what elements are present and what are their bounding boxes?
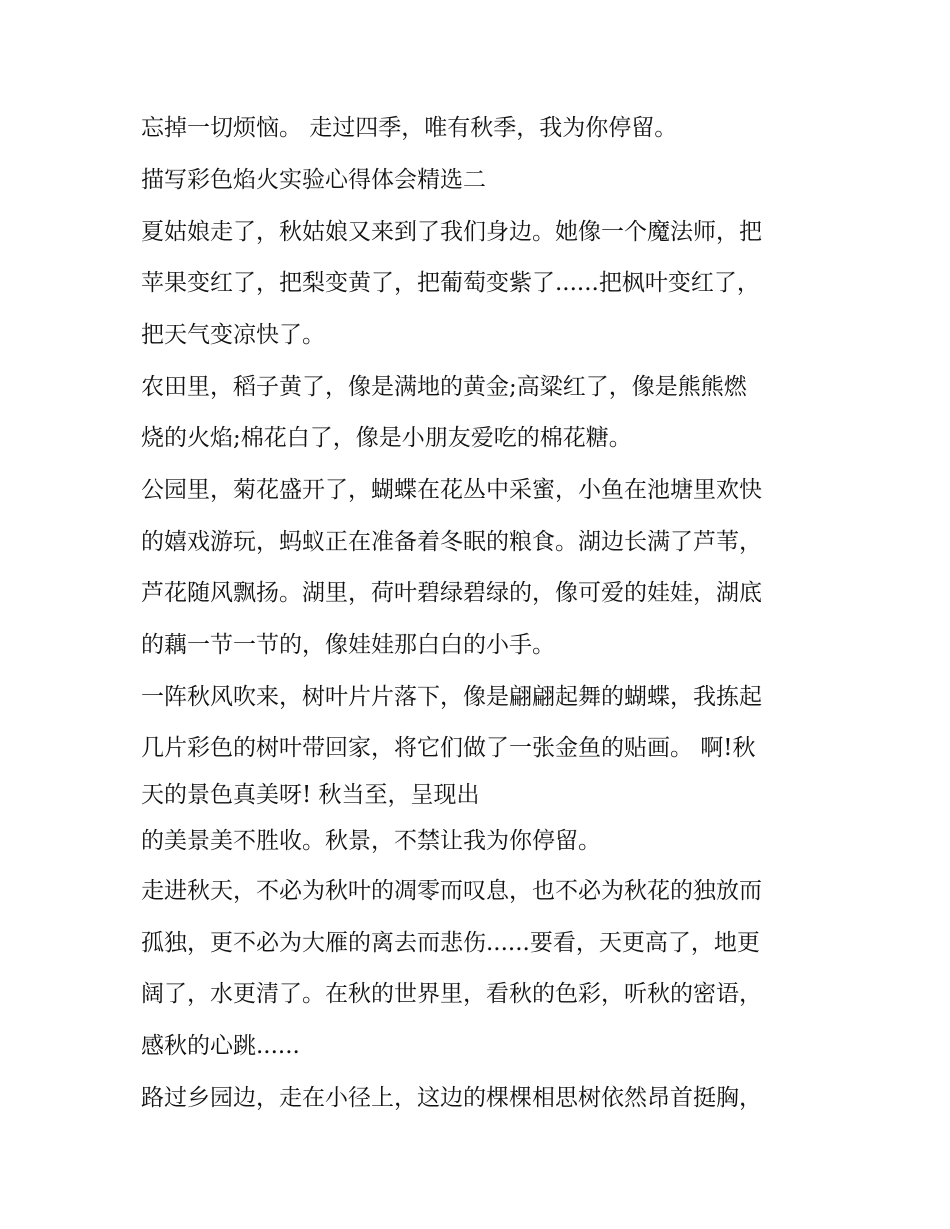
text-line: 把天气变凉快了。: [141, 322, 325, 348]
text-line: 的嬉戏游玩，蚂蚁正在准备着冬眠的粮食。湖边长满了芦苇，: [141, 529, 762, 555]
text-line: 感秋的心跳......: [141, 1033, 300, 1059]
text-line: 走进秋天，不必为秋叶的凋零而叹息，也不必为秋花的独放而: [141, 878, 762, 904]
text-line: 天的景色真美呀! 秋当至，呈现出: [141, 782, 480, 808]
text-line: 一阵秋风吹来，树叶片片落下，像是翩翩起舞的蝴蝶，我拣起: [141, 684, 762, 710]
section-heading: 描写彩色焰火实验心得体会精选二: [141, 167, 486, 193]
text-line: 苹果变红了，把梨变黄了，把葡萄变紫了......把枫叶变红了，: [141, 270, 760, 296]
text-line: 农田里，稻子黄了，像是满地的黄金;高粱红了，像是熊熊燃: [141, 374, 747, 400]
text-line: 夏姑娘走了，秋姑娘又来到了我们身边。她像一个魔法师，把: [141, 219, 762, 245]
text-line: 忘掉一切烦恼。 走过四季，唯有秋季，我为你停留。: [141, 115, 678, 141]
text-line: 公园里，菊花盛开了，蝴蝶在花丛中采蜜，小鱼在池塘里欢快: [141, 477, 762, 503]
text-line: 孤独，更不必为大雁的离去而悲伤......要看，天更高了，地更: [141, 930, 760, 956]
text-line: 芦花随风飘扬。湖里，荷叶碧绿碧绿的，像可爱的娃娃，湖底: [141, 580, 762, 606]
text-line: 烧的火焰;棉花白了，像是小朋友爱吃的棉花糖。: [141, 425, 632, 451]
text-line: 几片彩色的树叶带回家，将它们做了一张金鱼的贴画。 啊!秋: [141, 735, 756, 761]
text-line: 的藕一节一节的，像娃娃那白白的小手。: [141, 632, 555, 658]
text-line: 阔了，水更清了。在秋的世界里，看秋的色彩，听秋的密语，: [141, 981, 762, 1007]
text-line: 的美景美不胜收。秋景，不禁让我为你停留。: [141, 828, 601, 854]
text-line: 路过乡园边，走在小径上，这边的棵棵相思树依然昂首挺胸，: [141, 1085, 762, 1111]
